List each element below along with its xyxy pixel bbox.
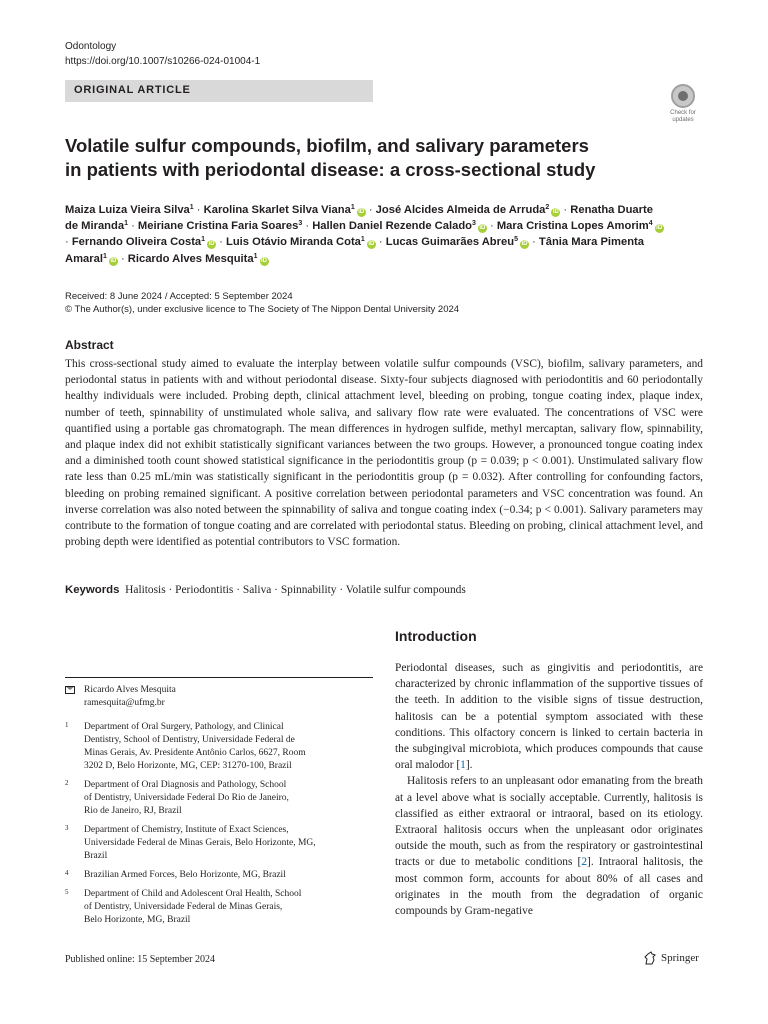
introduction-body — [395, 660, 703, 919]
author-name: Ricardo Alves Mesquita$^1$iD — [127, 252, 267, 265]
citation-link[interactable]: 1 — [460, 759, 466, 772]
introduction-paragraph: Periodontal diseases, such as gingivitis and periodontitis, are characterized by chronic inflammation of the supportive tissues of the teeth. In addition to the visible signs of tissue destruction, halitosis can be a potential symptom associated with these conditions. This olfactory concern is linked to certain bacteria in the subgingival microbiota, which produces compounds that cause oral malodor [1]. — [395, 662, 703, 772]
affiliation-marker: 1 — [201, 236, 206, 244]
journal-name: Odontology — [65, 41, 117, 52]
introduction-heading: Introduction — [395, 628, 477, 644]
check-for-updates-label: Check for updates — [670, 110, 696, 123]
copyright-notice: © The Author(s), under exclusive licence to The Society of The Nippon Dental University 2024 — [65, 304, 460, 315]
affiliation-marker: 1 — [189, 204, 194, 211]
author-separator: · — [375, 236, 386, 249]
author-separator: · — [127, 220, 138, 233]
keywords-label: Keywords — [65, 584, 120, 596]
author-name: Maiza Luiza Vieira Silva$^1$ — [65, 204, 194, 216]
affiliation-marker: 4 — [648, 220, 653, 228]
author-name: Fernando Oliveira Costa$^1$iD — [71, 236, 215, 249]
footnote-divider — [65, 677, 373, 678]
envelope-icon — [65, 686, 75, 694]
author-separator: · — [65, 236, 72, 249]
doi-link[interactable]: https://doi.org/10.1007/s10266-024-01004-1 — [65, 56, 261, 67]
author-separator: · — [528, 236, 539, 249]
springer-horse-icon — [643, 951, 657, 965]
title-line: in patients with periodontal disease: a cross-sectional study — [65, 159, 596, 180]
affiliation-marker: 2 — [545, 204, 550, 211]
orcid-icon[interactable]: iD — [521, 241, 528, 248]
published-online-date: Published online: 15 September 2024 — [65, 954, 215, 965]
orcid-icon[interactable]: iD — [261, 257, 267, 264]
affiliation-marker: 1 — [350, 204, 355, 211]
affiliation-marker: 1 — [253, 252, 258, 260]
author-name: Renatha Duarte de Miranda$^1$ — [65, 204, 653, 233]
introduction-paragraph: Halitosis refers to an unpleasant odor emanating from the breath at a level above what is socially acceptable. Currently, halitosis is classified as either extraoral or intraoral, based on its etiology. Extraoral halitosis occurs when the unpleasant odor originates outside the mouth, such as from the respiratory or gastrointestinal tracts or due to metabolic conditions [2]. Intraoral halitosis, the most common form, accounts for about 80% of all cases and originates in the mouth from the degradation of organic compounds by Gram-negative — [395, 775, 703, 918]
corresponding-author-name: Ricardo Alves Mesquita — [84, 685, 176, 695]
orcid-icon[interactable]: iD — [479, 225, 486, 232]
affiliation-marker: 3 — [471, 220, 476, 228]
affiliation-marker: 1 — [102, 252, 107, 260]
affiliation-marker: 3 — [298, 220, 303, 228]
corresponding-author-email[interactable]: ramesquita@ufmg.br — [84, 698, 165, 708]
author-name: Hallen Daniel Rezende Calado$^3$iD — [312, 220, 486, 233]
update-seal-icon — [671, 84, 695, 108]
author-name: Tânia Mara Pimenta Amaral$^1$iD — [65, 236, 644, 265]
keywords-text: Halitosis · Periodontitis · Saliva · Spinnability · Volatile sulfur compounds — [125, 584, 466, 596]
author-name: José Alcides Almeida de Arruda$^2$iD — [375, 204, 559, 216]
orcid-icon[interactable]: iD — [552, 209, 559, 215]
author-separator: · — [560, 204, 571, 216]
orcid-icon[interactable]: iD — [656, 225, 663, 232]
article-title — [65, 134, 625, 182]
received-accepted-dates: Received: 8 June 2024 / Accepted: 5 September 2024 — [65, 291, 293, 302]
citation-link[interactable]: 2 — [581, 856, 588, 869]
author-separator: · — [216, 236, 227, 249]
abstract-heading: Abstract — [65, 338, 114, 352]
author-name: Meiriane Cristina Faria Soares$^3$ — [137, 220, 303, 233]
publisher-logo — [643, 951, 699, 965]
orcid-icon[interactable]: iD — [208, 241, 215, 248]
title-line: Volatile sulfur compounds, biofilm, and salivary parameters — [65, 135, 589, 156]
author-name: Mara Cristina Lopes Amorim$^4$iD — [496, 220, 663, 233]
orcid-icon[interactable]: iD — [358, 209, 365, 215]
author-separator: · — [302, 220, 313, 233]
author-name: Karolina Skarlet Silva Viana$^1$iD — [203, 204, 365, 216]
keywords-line — [65, 582, 705, 598]
author-separator: · — [365, 204, 376, 216]
author-list — [65, 202, 665, 267]
check-for-updates-badge[interactable] — [662, 84, 704, 126]
publisher-name: Springer — [661, 952, 699, 964]
affiliation-marker: 5 — [514, 236, 518, 244]
affiliation-marker: 1 — [360, 236, 365, 244]
affiliation-marker: 1 — [124, 220, 128, 228]
abstract-body: This cross-sectional study aimed to evaluate the interplay between volatile sulfur compounds (VSC), biofilm, salivary parameters, and periodontal status in patients with and without periodontal disease. Sixty-four subjects diagnosed with periodontitis and 60 periodontally healthy individuals were included. Probing depth, clinical attachment level, bleeding on probing, tongue coating index, plaque index, number of teeth, spinnability of unstimulated whole saliva, and salivary flow rate were evaluated. The concentrations of VSC were quantified using a portable gas chromatograph. The mean differences in hydrogen sulfide, methyl mercaptan, salivary flow, spinnability, and plaque index did not exhibit statistically significant variances between the two groups. However, a pronounced tongue coating index and a diminished tooth count showed statistical significance in the periodontitis group (p = 0.039; p < 0.001). Unstimulated salivary flow rate less than 0.25 mL/min was statistically significant in the periodontitis group (p = 0.032). After controlling for confounding factors, bleeding on probing remained significant. A positive correlation between periodontal parameters and VSC concentration was found. An inverse correlation was also noted between the spinnability of saliva and tongue coating index (−0.34; p < 0.001). Salivary parameters may contribute to the formation of tongue coating and are correlated with periodontal status. Bleeding on probing, clinical attachment level, and probing depth were identified as potential contributors to VSC formation. — [65, 358, 703, 549]
author-name: Lucas Guimarães Abreu$^5$iD — [385, 236, 528, 249]
author-name: Luis Otávio Miranda Cota$^1$iD — [226, 236, 375, 249]
author-separator: · — [193, 204, 204, 216]
orcid-icon[interactable]: iD — [368, 241, 375, 248]
orcid-icon[interactable]: iD — [110, 257, 117, 264]
article-type-label: ORIGINAL ARTICLE — [74, 84, 191, 96]
author-separator: · — [486, 220, 497, 233]
author-separator: · — [117, 252, 128, 265]
